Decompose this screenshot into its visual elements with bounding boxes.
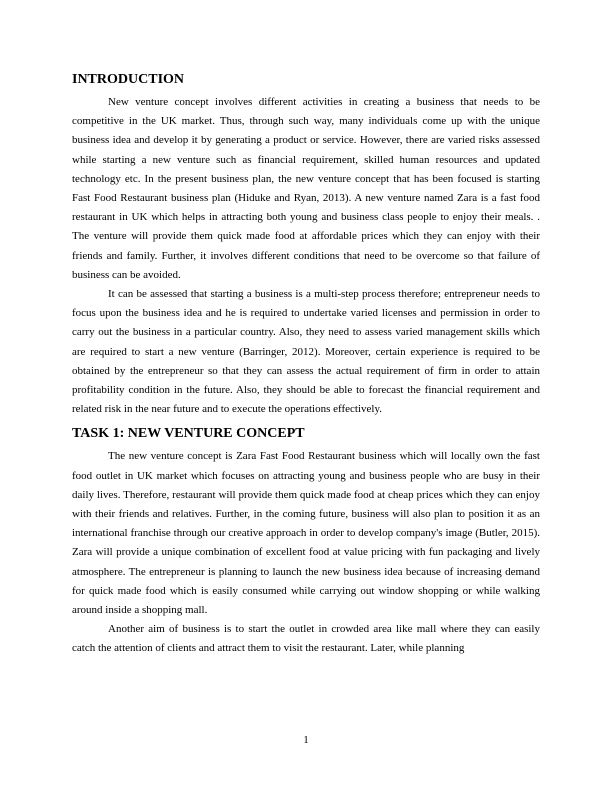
page-number: 1 bbox=[303, 734, 309, 746]
task-1-paragraph-1: The new venture concept is Zara Fast Food Restaurant business which will locally own the fast food outlet in UK market which focuses on attracting young and business people who are busy in their daily lives. Therefore, restaurant will provide them quick made food at cheap prices which they can enjoy with their friends and relatives. Further, in the coming future, business will also plan to position it as an international franchise through our creative approach in order to develop company's image (Butler, 2015). Zara will provide a unique combination of excellent food at value pricing with fun packaging and lively atmosphere. The entrepreneur is planning to launch the new business idea because of increasing demand for quick made food which is easily consumed while carrying out window shopping or while walking around inside a shopping mall. bbox=[72, 450, 540, 617]
page-content bbox=[72, 71, 540, 659]
section-heading-introduction: INTRODUCTION bbox=[72, 72, 185, 87]
introduction-paragraph-2: It can be assessed that starting a business is a multi-step process therefore; entrepreneur needs to focus upon the business idea and he is required to undertake varied licenses and permission in order to carry out the business in a particular country. Also, they need to assess varied management skills which are required to start a new venture (Barringer, 2012). Moreover, certain experience is required to be obtained by the entrepreneur so that they can assess the actual requirement of firm in order to attain profitability condition in the future. Also, they should be able to forecast the financial requirement and related risk in the near future and to execute the operations effectively. bbox=[72, 288, 540, 416]
introduction-paragraph-1: New venture concept involves different activities in creating a business that needs to be competitive in the UK market. Thus, through such way, many individuals come up with the unique business idea and develop it by generating a product or service. However, there are varied risks assessed while starting a new venture such as financial requirement, skilled human resources and updated technology etc. In the present business plan, the new venture concept that has been focused is starting Fast Food Restaurant business plan (Hiduke and Ryan, 2013). A new venture named Zara is a fast food restaurant in UK which helps in attracting both young and business class people to enjoy their meals. . The venture will provide them quick made food at affordable prices which they can enjoy with their friends and family. Further, it involves different conditions that need to be overcome so that failure of business can be avoided. bbox=[72, 96, 540, 281]
task-1-paragraph-2: Another aim of business is to start the outlet in crowded area like mall where they can easily catch the attention of clients and attract them to visit the restaurant. Later, while planning bbox=[72, 623, 540, 655]
section-heading-task-1: TASK 1: NEW VENTURE CONCEPT bbox=[72, 426, 305, 442]
